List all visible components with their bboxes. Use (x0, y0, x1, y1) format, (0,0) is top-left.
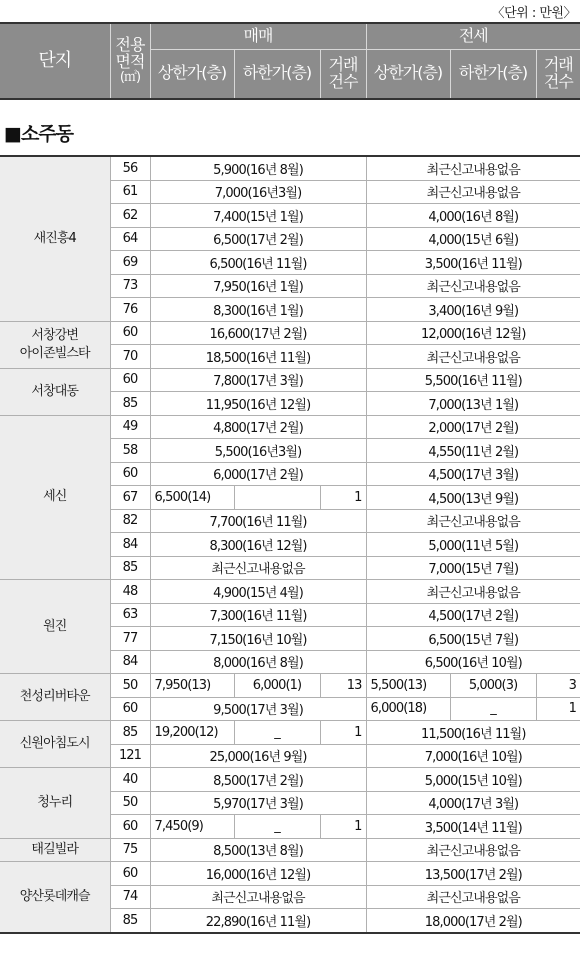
header-area (110, 23, 150, 99)
sale-price: 7,700(16년 11월) (150, 509, 366, 533)
sale-price: 최근신고내용없음 (150, 556, 366, 580)
complex-name-line: 청누리 (37, 794, 73, 810)
complex-name (0, 838, 110, 862)
area-cell: 40 (110, 768, 150, 792)
jeonse-price: 12,000(16년 12월) (366, 321, 580, 345)
jeonse-count: 1 (536, 697, 580, 721)
area-cell: 74 (110, 885, 150, 909)
area-cell: 64 (110, 227, 150, 251)
complex-name-line: 천성리버타운 (19, 689, 90, 705)
table-row (0, 156, 580, 180)
header-jeonse-count-line1: 거래 (543, 54, 573, 74)
header-jeonse-lower: 하한가(층) (450, 49, 536, 99)
complex-name (0, 721, 110, 768)
sale-price: 7,000(16년3월) (150, 180, 366, 204)
complex-name-line: 아이존빌스타 (19, 345, 90, 361)
area-cell: 75 (110, 838, 150, 862)
area-cell: 49 (110, 415, 150, 439)
sale-lower: _ (234, 815, 320, 839)
sale-price: 6,500(17년 2월) (150, 227, 366, 251)
sale-lower: _ (234, 721, 320, 745)
jeonse-price: 4,000(15년 6월) (366, 227, 580, 251)
area-cell: 60 (110, 321, 150, 345)
sale-price: 18,500(16년 11월) (150, 345, 366, 369)
area-cell: 63 (110, 603, 150, 627)
complex-name-line: 새진흥4 (33, 230, 76, 246)
sale-price: 5,900(16년 8월) (150, 156, 366, 180)
complex-name (0, 674, 110, 721)
jeonse-price: 최근신고내용없음 (366, 156, 580, 180)
sale-price: 5,970(17년 3월) (150, 791, 366, 815)
header-sale: 매매 (150, 23, 366, 49)
area-cell: 85 (110, 721, 150, 745)
sale-lower: 6,000(1) (234, 674, 320, 698)
table-row (0, 674, 580, 698)
jeonse-price: 3,400(16년 9월) (366, 298, 580, 322)
sale-price: 8,300(16년 1월) (150, 298, 366, 322)
header-sale-count-line1: 거래 (328, 54, 358, 74)
sale-upper: 7,450(9) (150, 815, 234, 839)
header-jeonse-count-line2: 건수 (543, 71, 573, 91)
area-cell: 60 (110, 368, 150, 392)
area-cell: 76 (110, 298, 150, 322)
area-cell: 60 (110, 697, 150, 721)
jeonse-price: 최근신고내용없음 (366, 885, 580, 909)
area-cell: 61 (110, 180, 150, 204)
jeonse-price: 5,500(16년 11월) (366, 368, 580, 392)
sale-price: 4,900(15년 4월) (150, 580, 366, 604)
area-cell: 56 (110, 156, 150, 180)
price-table-body (0, 156, 580, 933)
complex-name (0, 862, 110, 933)
area-cell: 121 (110, 744, 150, 768)
complex-name-line: 세신 (43, 489, 67, 505)
area-cell: 84 (110, 650, 150, 674)
table-row (0, 580, 580, 604)
jeonse-price: 5,000(11년 5월) (366, 533, 580, 557)
section-title: ■소주동 (4, 123, 74, 145)
area-cell: 50 (110, 791, 150, 815)
jeonse-price: 7,000(15년 7월) (366, 556, 580, 580)
header-sale-upper: 상한가(층) (150, 49, 234, 99)
area-cell: 85 (110, 392, 150, 416)
table-header (0, 22, 580, 100)
header-complex: 단지 (0, 23, 110, 99)
complex-name-line: 서창대동 (31, 383, 79, 399)
jeonse-price: 5,000(15년 10월) (366, 768, 580, 792)
area-cell: 60 (110, 815, 150, 839)
complex-name (0, 321, 110, 368)
table-row (0, 721, 580, 745)
sale-price: 22,890(16년 11월) (150, 909, 366, 933)
header-sale-count (320, 49, 366, 99)
sale-price: 8,500(17년 2월) (150, 768, 366, 792)
area-cell: 60 (110, 462, 150, 486)
sale-price: 7,400(15년 1월) (150, 204, 366, 228)
area-cell: 48 (110, 580, 150, 604)
jeonse-price: 6,500(15년 7월) (366, 627, 580, 651)
sale-count: 1 (320, 721, 366, 745)
sale-price: 7,150(16년 10월) (150, 627, 366, 651)
header-jeonse: 전세 (366, 23, 580, 49)
complex-name-line: 원진 (43, 618, 67, 634)
jeonse-price: 13,500(17년 2월) (366, 862, 580, 886)
complex-name-line: 신원아침도시 (19, 736, 90, 752)
area-cell: 85 (110, 556, 150, 580)
unit-label: 〈단위 : 만원〉 (491, 6, 576, 21)
sale-price: 25,000(16년 9월) (150, 744, 366, 768)
sale-price: 9,500(17년 3월) (150, 697, 366, 721)
complex-name (0, 156, 110, 321)
header-sale-lower: 하한가(층) (234, 49, 320, 99)
sale-lower (234, 486, 320, 510)
sale-count: 13 (320, 674, 366, 698)
jeonse-lower: 5,000(3) (450, 674, 536, 698)
complex-name-line: 양산롯데캐슬 (19, 888, 90, 904)
table-row (0, 321, 580, 345)
table-row (0, 768, 580, 792)
jeonse-upper: 6,000(18) (366, 697, 450, 721)
jeonse-price: 최근신고내용없음 (366, 180, 580, 204)
jeonse-price: 3,500(14년 11월) (366, 815, 580, 839)
header-area-line3: (㎡) (119, 69, 141, 85)
area-cell: 67 (110, 486, 150, 510)
area-cell: 69 (110, 251, 150, 275)
sale-price: 16,000(16년 12월) (150, 862, 366, 886)
header-area-line1: 전용 (115, 35, 145, 55)
header-sale-count-line2: 건수 (328, 71, 358, 91)
jeonse-price: 최근신고내용없음 (366, 274, 580, 298)
jeonse-price: 4,500(17년 3월) (366, 462, 580, 486)
jeonse-upper: 5,500(13) (366, 674, 450, 698)
complex-name-line: 서창강변 (31, 327, 79, 343)
jeonse-price: 7,000(13년 1월) (366, 392, 580, 416)
header-jeonse-upper: 상한가(층) (366, 49, 450, 99)
area-cell: 84 (110, 533, 150, 557)
sale-upper: 6,500(14) (150, 486, 234, 510)
area-cell: 77 (110, 627, 150, 651)
jeonse-price: 4,550(11년 2월) (366, 439, 580, 463)
sale-price: 8,300(16년 12월) (150, 533, 366, 557)
sale-count: 1 (320, 815, 366, 839)
jeonse-price: 최근신고내용없음 (366, 580, 580, 604)
jeonse-price: 4,500(17년 2월) (366, 603, 580, 627)
sale-price: 11,950(16년 12월) (150, 392, 366, 416)
area-cell: 70 (110, 345, 150, 369)
jeonse-price: 4,500(13년 9월) (366, 486, 580, 510)
jeonse-price: 최근신고내용없음 (366, 509, 580, 533)
jeonse-lower: _ (450, 697, 536, 721)
complex-name-line: 태길빌라 (31, 841, 79, 857)
area-cell: 50 (110, 674, 150, 698)
header-jeonse-count (536, 49, 580, 99)
sale-price: 7,800(17년 3월) (150, 368, 366, 392)
sale-price: 6,000(17년 2월) (150, 462, 366, 486)
sale-price: 7,300(16년 11월) (150, 603, 366, 627)
area-cell: 62 (110, 204, 150, 228)
area-cell: 73 (110, 274, 150, 298)
jeonse-price: 3,500(16년 11월) (366, 251, 580, 275)
jeonse-price: 4,000(16년 8월) (366, 204, 580, 228)
sale-price: 8,500(13년 8월) (150, 838, 366, 862)
jeonse-price: 최근신고내용없음 (366, 838, 580, 862)
header-area-line2: 면적 (115, 52, 145, 72)
jeonse-price: 4,000(17년 3월) (366, 791, 580, 815)
sale-upper: 7,950(13) (150, 674, 234, 698)
table-row (0, 838, 580, 862)
sale-price: 8,000(16년 8월) (150, 650, 366, 674)
jeonse-price: 11,500(16년 11월) (366, 721, 580, 745)
area-cell: 58 (110, 439, 150, 463)
sale-count: 1 (320, 486, 366, 510)
jeonse-price: 최근신고내용없음 (366, 345, 580, 369)
complex-name (0, 415, 110, 580)
sale-upper: 19,200(12) (150, 721, 234, 745)
jeonse-price: 6,500(16년 10월) (366, 650, 580, 674)
complex-name (0, 768, 110, 839)
table-row (0, 862, 580, 886)
sale-price: 5,500(16년3월) (150, 439, 366, 463)
price-table (0, 155, 580, 934)
sale-price: 7,950(16년 1월) (150, 274, 366, 298)
area-cell: 82 (110, 509, 150, 533)
complex-name (0, 368, 110, 415)
sale-price: 4,800(17년 2월) (150, 415, 366, 439)
jeonse-price: 2,000(17년 2월) (366, 415, 580, 439)
jeonse-count: 3 (536, 674, 580, 698)
complex-name (0, 580, 110, 674)
sale-price: 16,600(17년 2월) (150, 321, 366, 345)
jeonse-price: 18,000(17년 2월) (366, 909, 580, 933)
table-row (0, 415, 580, 439)
jeonse-price: 7,000(16년 10월) (366, 744, 580, 768)
sale-price: 최근신고내용없음 (150, 885, 366, 909)
table-row (0, 368, 580, 392)
area-cell: 85 (110, 909, 150, 933)
area-cell: 60 (110, 862, 150, 886)
sale-price: 6,500(16년 11월) (150, 251, 366, 275)
